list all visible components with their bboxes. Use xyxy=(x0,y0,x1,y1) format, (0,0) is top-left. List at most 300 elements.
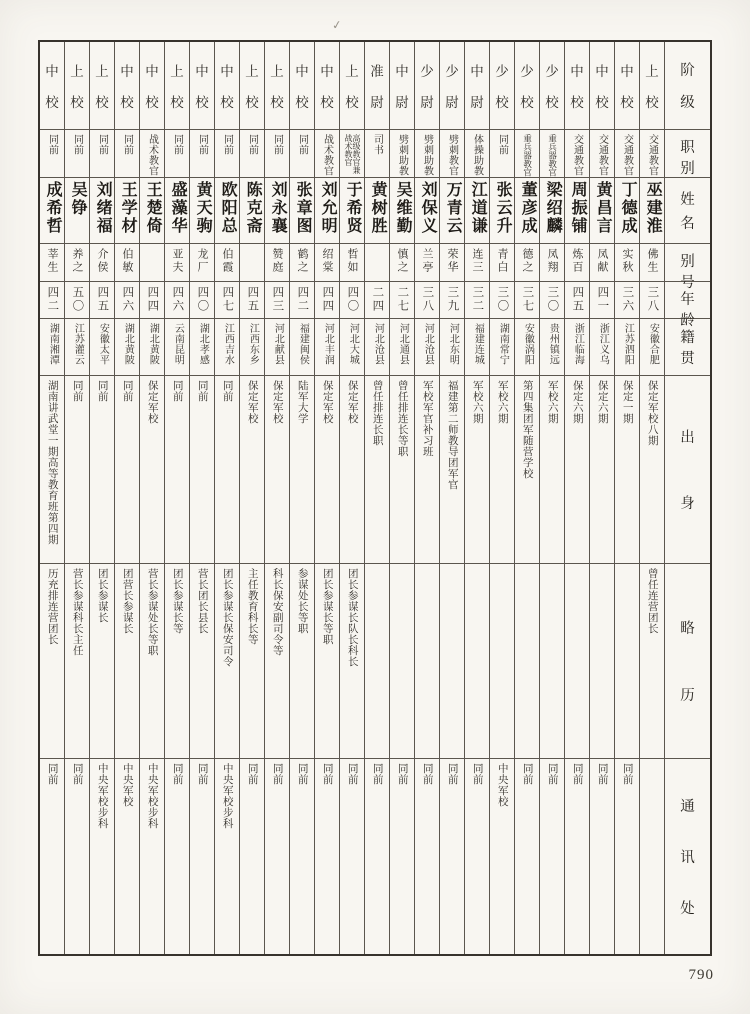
age-cell xyxy=(490,282,514,319)
contact-cell xyxy=(115,759,139,954)
contact-cell xyxy=(490,759,514,954)
origin-cell xyxy=(265,376,289,564)
alias-cell xyxy=(515,244,539,282)
duty-cell xyxy=(540,130,564,178)
rank-char: 校 xyxy=(220,95,234,111)
contact-cell xyxy=(65,759,89,954)
native-cell xyxy=(165,319,189,376)
rank-char: 校 xyxy=(70,95,84,111)
name-text: 江道谦 xyxy=(469,181,487,235)
alias-text: 兰亭 xyxy=(421,248,434,274)
name-cell xyxy=(115,178,139,244)
native-cell xyxy=(515,319,539,376)
career-cell xyxy=(640,564,664,759)
duty-text: 同前 xyxy=(246,134,258,155)
rank-char: 校 xyxy=(295,95,309,111)
native-cell xyxy=(240,319,264,376)
career-text: 团长参谋长队长科长 xyxy=(346,568,358,667)
age-text: 四三 xyxy=(271,286,284,313)
career-text: 团长参谋长 xyxy=(96,568,108,623)
age-text: 四四 xyxy=(146,286,159,313)
rank-cell xyxy=(115,42,139,130)
origin-text: 保定军校 xyxy=(321,380,333,424)
header-name xyxy=(665,178,710,244)
name-text: 陈克斋 xyxy=(244,181,262,235)
origin-cell xyxy=(390,376,414,564)
contact-cell xyxy=(240,759,264,954)
header-label-char: 身 xyxy=(680,495,695,512)
name-cell xyxy=(90,178,114,244)
header-label-char: 级 xyxy=(680,95,695,111)
rank-cell xyxy=(615,42,639,130)
origin-cell xyxy=(40,376,64,564)
rank-cell xyxy=(515,42,539,130)
career-text: 营长参谋科长主任 xyxy=(71,568,83,656)
alias-text: 莘生 xyxy=(46,248,59,274)
contact-text: 中央军校 xyxy=(496,763,508,807)
contact-text: 同前 xyxy=(71,763,83,785)
contact-cell xyxy=(165,759,189,954)
contact-text: 同前 xyxy=(446,763,458,785)
rank-char: 校 xyxy=(170,95,184,111)
name-cell xyxy=(615,178,639,244)
alias-text: 亚夫 xyxy=(171,248,184,274)
native-text: 江苏灌云 xyxy=(72,323,84,365)
name-text: 刘绪福 xyxy=(94,181,112,235)
contact-cell xyxy=(415,759,439,954)
career-cell xyxy=(140,564,164,759)
native-text: 河北献县 xyxy=(272,323,284,365)
native-text: 湖北黄陂 xyxy=(147,323,159,365)
native-text: 浙江义乌 xyxy=(597,323,609,365)
header-duty xyxy=(665,130,710,178)
alias-cell xyxy=(565,244,589,282)
origin-text: 同前 xyxy=(221,380,233,402)
alias-cell xyxy=(265,244,289,282)
officer-column xyxy=(64,42,89,954)
rank-char: 校 xyxy=(345,95,359,111)
name-cell xyxy=(315,178,339,244)
name-cell xyxy=(415,178,439,244)
alias-cell xyxy=(340,244,364,282)
career-cell xyxy=(190,564,214,759)
header-label-char: 讯 xyxy=(680,850,695,866)
duty-text: 重兵器教官 xyxy=(522,134,533,177)
age-cell xyxy=(40,282,64,319)
name-text: 张云升 xyxy=(494,181,512,235)
name-text: 董彦成 xyxy=(519,181,537,235)
contact-cell xyxy=(565,759,589,954)
alias-text: 伯敏 xyxy=(121,248,134,274)
contact-cell xyxy=(340,759,364,954)
contact-text: 同前 xyxy=(346,763,358,785)
origin-text: 福建第二师教导团军官 xyxy=(446,380,458,490)
rank-cell xyxy=(90,42,114,130)
age-cell xyxy=(65,282,89,319)
career-cell xyxy=(340,564,364,759)
name-cell xyxy=(65,178,89,244)
header-column xyxy=(664,42,710,954)
age-text: 四七 xyxy=(221,286,234,313)
officer-column xyxy=(239,42,264,954)
name-cell xyxy=(290,178,314,244)
alias-cell xyxy=(590,244,614,282)
name-text: 刘永襄 xyxy=(269,181,287,235)
duty-cell xyxy=(490,130,514,178)
rank-char: 校 xyxy=(120,95,134,111)
name-text: 王学材 xyxy=(119,181,137,235)
duty-cell xyxy=(565,130,589,178)
age-text: 四六 xyxy=(171,286,184,313)
duty-text: 司书 xyxy=(371,134,383,155)
duty-cell xyxy=(465,130,489,178)
native-text: 江西吉水 xyxy=(222,323,234,365)
header-label-char: 别 xyxy=(680,254,695,270)
alias-cell xyxy=(615,244,639,282)
rank-char: 校 xyxy=(95,95,109,111)
age-text: 四二 xyxy=(46,286,59,313)
name-cell xyxy=(40,178,64,244)
native-cell xyxy=(40,319,64,376)
alias-text: 青白 xyxy=(496,248,509,274)
origin-text: 陆军大学 xyxy=(296,380,308,424)
contact-text: 同前 xyxy=(46,763,58,785)
age-cell xyxy=(90,282,114,319)
officer-column xyxy=(364,42,389,954)
contact-text: 同前 xyxy=(196,763,208,785)
age-cell xyxy=(415,282,439,319)
duty-text: 同前 xyxy=(121,134,133,155)
contact-text: 同前 xyxy=(371,763,383,785)
age-cell xyxy=(215,282,239,319)
header-label-char: 名 xyxy=(680,216,695,233)
contact-cell xyxy=(265,759,289,954)
rank-char: 中 xyxy=(295,63,309,79)
rank-char: 上 xyxy=(245,63,259,79)
native-cell xyxy=(440,319,464,376)
origin-cell xyxy=(140,376,164,564)
name-text: 梁绍麟 xyxy=(544,181,562,235)
duty-text: 交通教官 xyxy=(571,134,583,176)
origin-cell xyxy=(615,376,639,564)
name-text: 黄天驹 xyxy=(194,181,212,235)
officer-column xyxy=(589,42,614,954)
name-cell xyxy=(515,178,539,244)
age-cell xyxy=(465,282,489,319)
origin-cell xyxy=(565,376,589,564)
career-text: 团营长参谋长 xyxy=(121,568,133,634)
age-cell xyxy=(565,282,589,319)
contact-cell xyxy=(290,759,314,954)
duty-text: 交通教官 xyxy=(621,134,633,176)
name-text: 张章图 xyxy=(294,181,312,235)
name-text: 欧阳总 xyxy=(219,181,237,235)
origin-text: 保定军校八期 xyxy=(646,380,658,446)
native-text: 河北沧县 xyxy=(422,323,434,365)
alias-cell xyxy=(165,244,189,282)
native-cell xyxy=(90,319,114,376)
origin-text: 保定军校 xyxy=(271,380,283,424)
career-cell xyxy=(65,564,89,759)
officer-column xyxy=(564,42,589,954)
rank-char: 校 xyxy=(520,95,534,111)
alias-text: 佛生 xyxy=(646,248,659,274)
alias-cell xyxy=(490,244,514,282)
contact-cell xyxy=(615,759,639,954)
age-cell xyxy=(515,282,539,319)
name-text: 吴铮 xyxy=(69,181,87,217)
name-text: 周振铺 xyxy=(569,181,587,235)
contact-cell xyxy=(90,759,114,954)
origin-text: 曾任排连长职 xyxy=(371,380,383,446)
contact-cell xyxy=(365,759,389,954)
header-native xyxy=(665,319,710,376)
name-cell xyxy=(640,178,664,244)
contact-cell xyxy=(440,759,464,954)
rank-char: 上 xyxy=(95,63,109,79)
rank-char: 中 xyxy=(145,63,159,79)
duty-text: 交通教官 xyxy=(596,134,608,176)
header-alias xyxy=(665,244,710,291)
origin-text: 保定一期 xyxy=(621,380,633,424)
rank-char: 上 xyxy=(345,63,359,79)
name-cell xyxy=(390,178,414,244)
native-cell xyxy=(215,319,239,376)
officer-column xyxy=(189,42,214,954)
rank-cell xyxy=(565,42,589,130)
age-text: 二四 xyxy=(371,286,384,313)
career-text: 营长团长县长 xyxy=(196,568,208,634)
name-cell xyxy=(140,178,164,244)
name-text: 巫建淮 xyxy=(644,181,662,235)
alias-cell xyxy=(315,244,339,282)
native-text: 河北丰润 xyxy=(322,323,334,365)
contact-text: 同前 xyxy=(471,763,483,785)
rank-cell xyxy=(440,42,464,130)
rank-cell xyxy=(65,42,89,130)
alias-text: 炼百 xyxy=(571,248,584,274)
native-text: 湖南常宁 xyxy=(497,323,509,365)
duty-cell xyxy=(415,130,439,178)
officer-column xyxy=(164,42,189,954)
age-text: 五〇 xyxy=(71,286,84,313)
name-text: 刘保义 xyxy=(419,181,437,235)
alias-cell xyxy=(40,244,64,282)
duty-text: 重兵器教官 xyxy=(547,134,558,177)
duty-cell xyxy=(40,130,64,178)
duty-text: 高级教官兼战术教官 xyxy=(344,134,361,174)
age-text: 三六 xyxy=(621,286,634,313)
contact-text: 中央军校步科 xyxy=(146,763,158,829)
native-text: 河北沧县 xyxy=(372,323,384,365)
alias-cell xyxy=(290,244,314,282)
native-cell xyxy=(265,319,289,376)
officer-column xyxy=(639,42,664,954)
age-text: 三八 xyxy=(646,286,659,313)
name-text: 成希哲 xyxy=(44,181,62,235)
rank-char: 上 xyxy=(170,63,184,79)
origin-text: 保定六期 xyxy=(596,380,608,424)
name-text: 丁德成 xyxy=(619,181,637,235)
header-label-char: 号 xyxy=(680,275,695,291)
rank-char: 少 xyxy=(420,63,434,79)
alias-text: 鹤之 xyxy=(296,248,309,274)
duty-cell xyxy=(215,130,239,178)
officer-column xyxy=(114,42,139,954)
age-cell xyxy=(290,282,314,319)
age-text: 三二 xyxy=(471,286,484,313)
rank-char: 少 xyxy=(545,63,559,79)
rank-char: 上 xyxy=(645,63,659,79)
alias-text: 荣华 xyxy=(446,248,459,274)
age-text: 三七 xyxy=(521,286,534,313)
name-cell xyxy=(190,178,214,244)
alias-text: 实秋 xyxy=(621,248,634,274)
career-cell xyxy=(40,564,64,759)
name-text: 盛藻华 xyxy=(169,181,187,235)
header-label-char: 出 xyxy=(680,430,695,447)
native-cell xyxy=(490,319,514,376)
header-career xyxy=(665,564,710,759)
rank-cell xyxy=(365,42,389,130)
origin-text: 湖南讲武堂一期高等教育班第四期 xyxy=(46,380,58,545)
contact-cell xyxy=(190,759,214,954)
rank-char: 尉 xyxy=(395,95,409,111)
career-text: 历充排连营团长 xyxy=(46,568,58,645)
origin-text: 军校六期 xyxy=(496,380,508,424)
alias-text: 养之 xyxy=(71,248,84,274)
age-text: 四五 xyxy=(246,286,259,313)
rank-cell xyxy=(40,42,64,130)
career-text: 营长参谋处长等职 xyxy=(146,568,158,656)
native-text: 湖北黄陂 xyxy=(122,323,134,365)
officer-column xyxy=(464,42,489,954)
rank-cell xyxy=(540,42,564,130)
officer-roster-table xyxy=(38,40,712,956)
duty-cell xyxy=(65,130,89,178)
contact-text: 中央军校步科 xyxy=(221,763,233,829)
native-cell xyxy=(540,319,564,376)
rank-cell xyxy=(390,42,414,130)
name-cell xyxy=(440,178,464,244)
duty-cell xyxy=(240,130,264,178)
contact-cell xyxy=(140,759,164,954)
rank-cell xyxy=(190,42,214,130)
age-cell xyxy=(165,282,189,319)
native-text: 浙江临海 xyxy=(572,323,584,365)
officer-column xyxy=(539,42,564,954)
alias-text: 哲如 xyxy=(346,248,359,274)
native-text: 安徽合肥 xyxy=(647,323,659,365)
career-cell xyxy=(540,564,564,759)
duty-text: 战术教官 xyxy=(146,134,158,176)
rank-char: 尉 xyxy=(445,95,459,111)
career-text: 参谋处长等职 xyxy=(296,568,308,634)
officer-column xyxy=(40,42,64,954)
native-cell xyxy=(190,319,214,376)
origin-text: 军校六期 xyxy=(471,380,483,424)
duty-text: 同前 xyxy=(96,134,108,155)
page-number: 790 xyxy=(688,967,714,983)
age-text: 四五 xyxy=(96,286,109,313)
native-text: 湖南湘潭 xyxy=(47,323,59,365)
origin-cell xyxy=(415,376,439,564)
native-text: 河北通县 xyxy=(397,323,409,365)
origin-cell xyxy=(640,376,664,564)
age-cell xyxy=(115,282,139,319)
header-age xyxy=(665,282,710,329)
header-label-char: 籍 xyxy=(680,329,695,346)
contact-cell xyxy=(40,759,64,954)
officer-column xyxy=(514,42,539,954)
native-text: 安徽太平 xyxy=(97,323,109,365)
career-text: 团长参谋长等 xyxy=(171,568,183,634)
duty-text: 劈刺教官 xyxy=(446,134,458,176)
name-cell xyxy=(590,178,614,244)
career-text: 团长参谋长等职 xyxy=(321,568,333,645)
origin-text: 军校军官补习班 xyxy=(421,380,433,457)
contact-cell xyxy=(515,759,539,954)
rank-cell xyxy=(590,42,614,130)
age-text: 四四 xyxy=(321,286,334,313)
header-label-char: 略 xyxy=(680,620,695,637)
name-cell xyxy=(240,178,264,244)
duty-cell xyxy=(115,130,139,178)
native-text: 湖北孝感 xyxy=(197,323,209,365)
name-cell xyxy=(365,178,389,244)
rank-cell xyxy=(340,42,364,130)
alias-cell xyxy=(390,244,414,282)
native-text: 江西东乡 xyxy=(247,323,259,365)
origin-text: 同前 xyxy=(196,380,208,402)
contact-text: 同前 xyxy=(521,763,533,785)
alias-cell xyxy=(140,244,164,282)
rank-char: 校 xyxy=(270,95,284,111)
origin-text: 曾任排连长等职 xyxy=(396,380,408,457)
career-cell xyxy=(390,564,414,759)
contact-text: 同前 xyxy=(271,763,283,785)
pen-mark: ✓ xyxy=(331,17,343,33)
contact-cell xyxy=(540,759,564,954)
alias-cell xyxy=(640,244,664,282)
origin-cell xyxy=(240,376,264,564)
header-label-char: 处 xyxy=(680,901,695,917)
rank-char: 校 xyxy=(545,95,559,111)
contact-text: 中央军校步科 xyxy=(96,763,108,829)
origin-text: 保定军校 xyxy=(346,380,358,424)
origin-cell xyxy=(115,376,139,564)
contact-text: 同前 xyxy=(246,763,258,785)
duty-text: 交通教官 xyxy=(646,134,658,176)
age-text: 四〇 xyxy=(196,286,209,313)
age-text: 三九 xyxy=(446,286,459,313)
alias-cell xyxy=(465,244,489,282)
native-cell xyxy=(115,319,139,376)
native-cell xyxy=(140,319,164,376)
officer-column xyxy=(214,42,239,954)
contact-cell xyxy=(215,759,239,954)
career-cell xyxy=(490,564,514,759)
rank-char: 上 xyxy=(270,63,284,79)
career-text: 科长保安副司令等 xyxy=(271,568,283,656)
alias-cell xyxy=(215,244,239,282)
header-label-char: 龄 xyxy=(680,313,695,329)
duty-cell xyxy=(340,130,364,178)
officer-column xyxy=(414,42,439,954)
rank-char: 准 xyxy=(370,63,384,79)
age-text: 三〇 xyxy=(546,286,559,313)
name-cell xyxy=(165,178,189,244)
